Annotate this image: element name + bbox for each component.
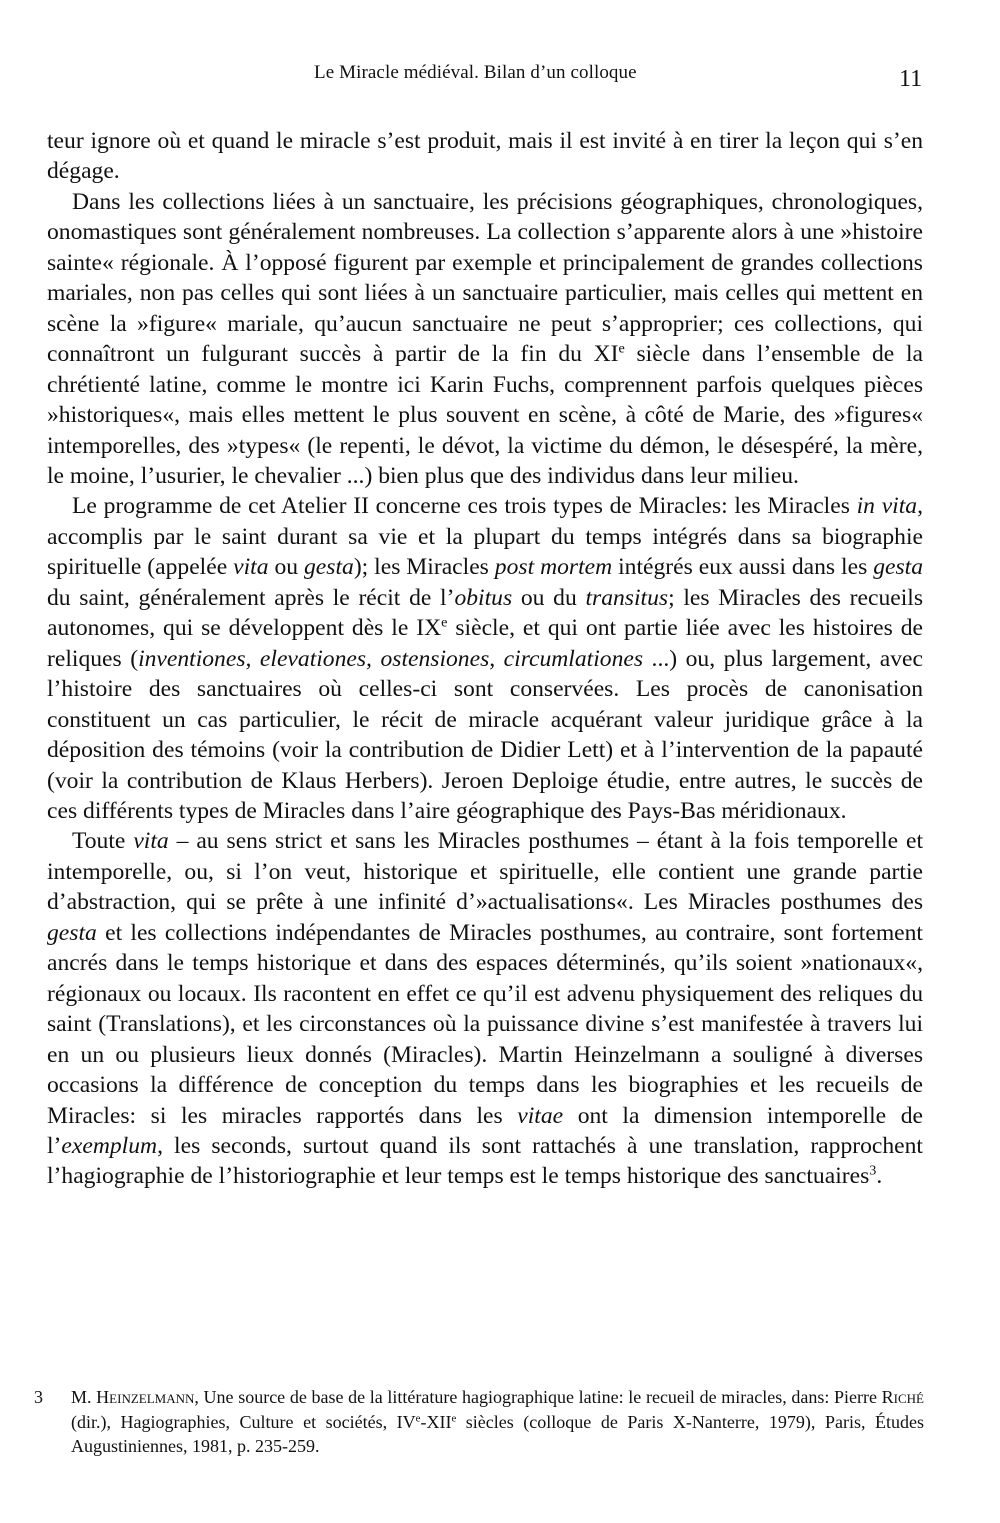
footnote-3	[34, 1385, 924, 1459]
text-run: , les seconds, surtout quand ils sont rattachés à une translation, rapprochent l’hagiographie de l’historiographie et leur temps est le temps historique des sanctuaires	[47, 1132, 923, 1190]
italic-term: exemplum	[61, 1132, 158, 1159]
italic-term: vita	[233, 554, 269, 581]
text-run: -XII	[420, 1411, 452, 1432]
text-run: et les collections indépendantes de Miracles posthumes, au contraire, sont fortement ancrés dans le temps historique et dans des espaces déterminés, qu’ils soient »nationaux«, régionaux ou locaux. Ils racontent en effet ce qu’il est advenu physiquement des reliques du saint (Translations), et les circonstances où la puissance divine s’est manifestée à travers lui en un ou plusieurs lieux donnés (Miracles). Martin Heinzelmann a souligné à diverses occasions la différence de conception du temps dans les biographies et les recueils de Miracles: si les miracles rapportés dans les	[47, 919, 923, 1129]
italic-term: post mortem	[494, 554, 613, 581]
superscript: e	[441, 614, 448, 631]
footnote-text	[71, 1385, 924, 1459]
italic-term: gesta	[873, 554, 923, 581]
italic-term: vita	[133, 828, 169, 855]
text-run: ; les Miracles des recueils autonomes, qui se développent dès le IX	[47, 584, 923, 642]
text-run: ont la dimension intemporelle de l’	[47, 1102, 923, 1159]
paragraph-3	[47, 491, 923, 826]
italic-term: transitus	[585, 584, 669, 611]
text-run: siècles (colloque de Paris X-Nanterre, 1979), Paris, Études Augustiniennes, 1981, p. 235-259.	[71, 1411, 924, 1456]
text-run: M.	[71, 1387, 97, 1407]
page-number: 11	[899, 66, 923, 92]
running-title: Le Miracle médiéval. Bilan d’un colloque	[314, 62, 637, 83]
paragraph-2	[47, 187, 923, 492]
text-run: (dir.), Hagiographies, Culture et sociétés, IV	[71, 1411, 416, 1432]
paragraph-4	[47, 826, 923, 1191]
text-run: siècle dans l’ensemble de la chrétienté latine, comme le montre ici Karin Fuchs, comprennent parfois quelques pièces »historiques«, mais elles mettent le plus souvent en scène, à côté de Marie, des »figures« intemporelles, des »types« (le repenti, le dévot, la victime du démon, le désespéré, la mère, le moine, l’usurier, le chevalier ...) bien plus que des individus dans leur milieu.	[47, 341, 923, 489]
text-run: siècle, et qui ont partie liée avec les histoires de reliques (	[47, 615, 923, 672]
author-name: Riché	[881, 1387, 924, 1407]
italic-term: obitus	[454, 584, 513, 611]
text-run: , Une source de base de la littérature hagiographique latine: le recueil de miracles, dans: Pierre	[194, 1387, 882, 1407]
text-run: , accomplis par le saint durant sa vie et la plupart du temps intégrés dans sa biographie spirituelle (appelée	[47, 493, 923, 581]
footnote-reference[interactable]: 3	[869, 1162, 877, 1179]
italic-term: gesta	[304, 554, 354, 581]
superscript: e	[415, 1412, 421, 1425]
text-run: teur ignore où et quand le miracle s’est produit, mais il est invité à en tirer la leçon qui s’en dégage.	[47, 128, 923, 185]
italic-term: inventiones, elevationes, ostensiones, circumlationes	[138, 645, 644, 672]
paragraph-1	[47, 126, 923, 187]
text-run: Dans les collections liées à un sanctuaire, les précisions géographiques, chronologiques, onomastiques sont généralement nombreuses. La collection s’apparente alors à une »histoire sainte« régionale. À l’opposé figurent par exemple et principalement de grandes collections mariales, non pas celles qui sont liées à un sanctuaire particulier, mais celles qui mettent en scène la »figure« mariale, qu’aucun sanctuaire ne peut s’approprier; ces collections, qui connaîtront un fulgurant succès à partir de la fin du XI	[47, 188, 923, 368]
body-text	[47, 126, 923, 1192]
italic-term: vitae	[517, 1102, 564, 1129]
text-run: intégrés eux aussi dans les	[612, 554, 874, 581]
text-run: du saint, généralement après le récit de l’	[47, 584, 455, 611]
text-run: ou du	[512, 584, 586, 611]
superscript: e	[451, 1412, 457, 1425]
text-run: ); les Miracles	[353, 554, 495, 581]
footnote-number: 3	[34, 1387, 43, 1407]
text-run: Le programme de cet Atelier II concerne ces trois types de Miracles: les Miracles	[72, 493, 857, 520]
superscript: e	[618, 340, 625, 357]
text-run: ou	[268, 554, 304, 581]
text-run: – au sens strict et sans les Miracles posthumes – étant à la fois temporelle et intemporelle, ou, si l’on veut, historique et spirituelle, elle contient une grande partie d’abstraction, qui se prête à une infinité d’»actualisations«. Les Miracles posthumes des	[47, 828, 923, 916]
italic-term: gesta	[47, 919, 97, 946]
text-run: Toute	[72, 828, 134, 855]
italic-term: in vita	[856, 493, 918, 520]
text-run: .	[876, 1163, 883, 1190]
author-name: Heinzelmann	[96, 1387, 195, 1407]
text-run: ...) ou, plus largement, avec l’histoire des sanctuaires où celles-ci sont conservées. Les procès de canonisation constituent un cas particulier, le récit de miracle acquérant valeur juridique grâce à la déposition des témoins (voir la contribution de Didier Lett) et à l’intervention de la papauté (voir la contribution de Klaus Herbers). Jeroen Deploige étudie, entre autres, le succès de ces différents types de Miracles dans l’aire géographique des Pays-Bas méridionaux.	[47, 645, 923, 824]
